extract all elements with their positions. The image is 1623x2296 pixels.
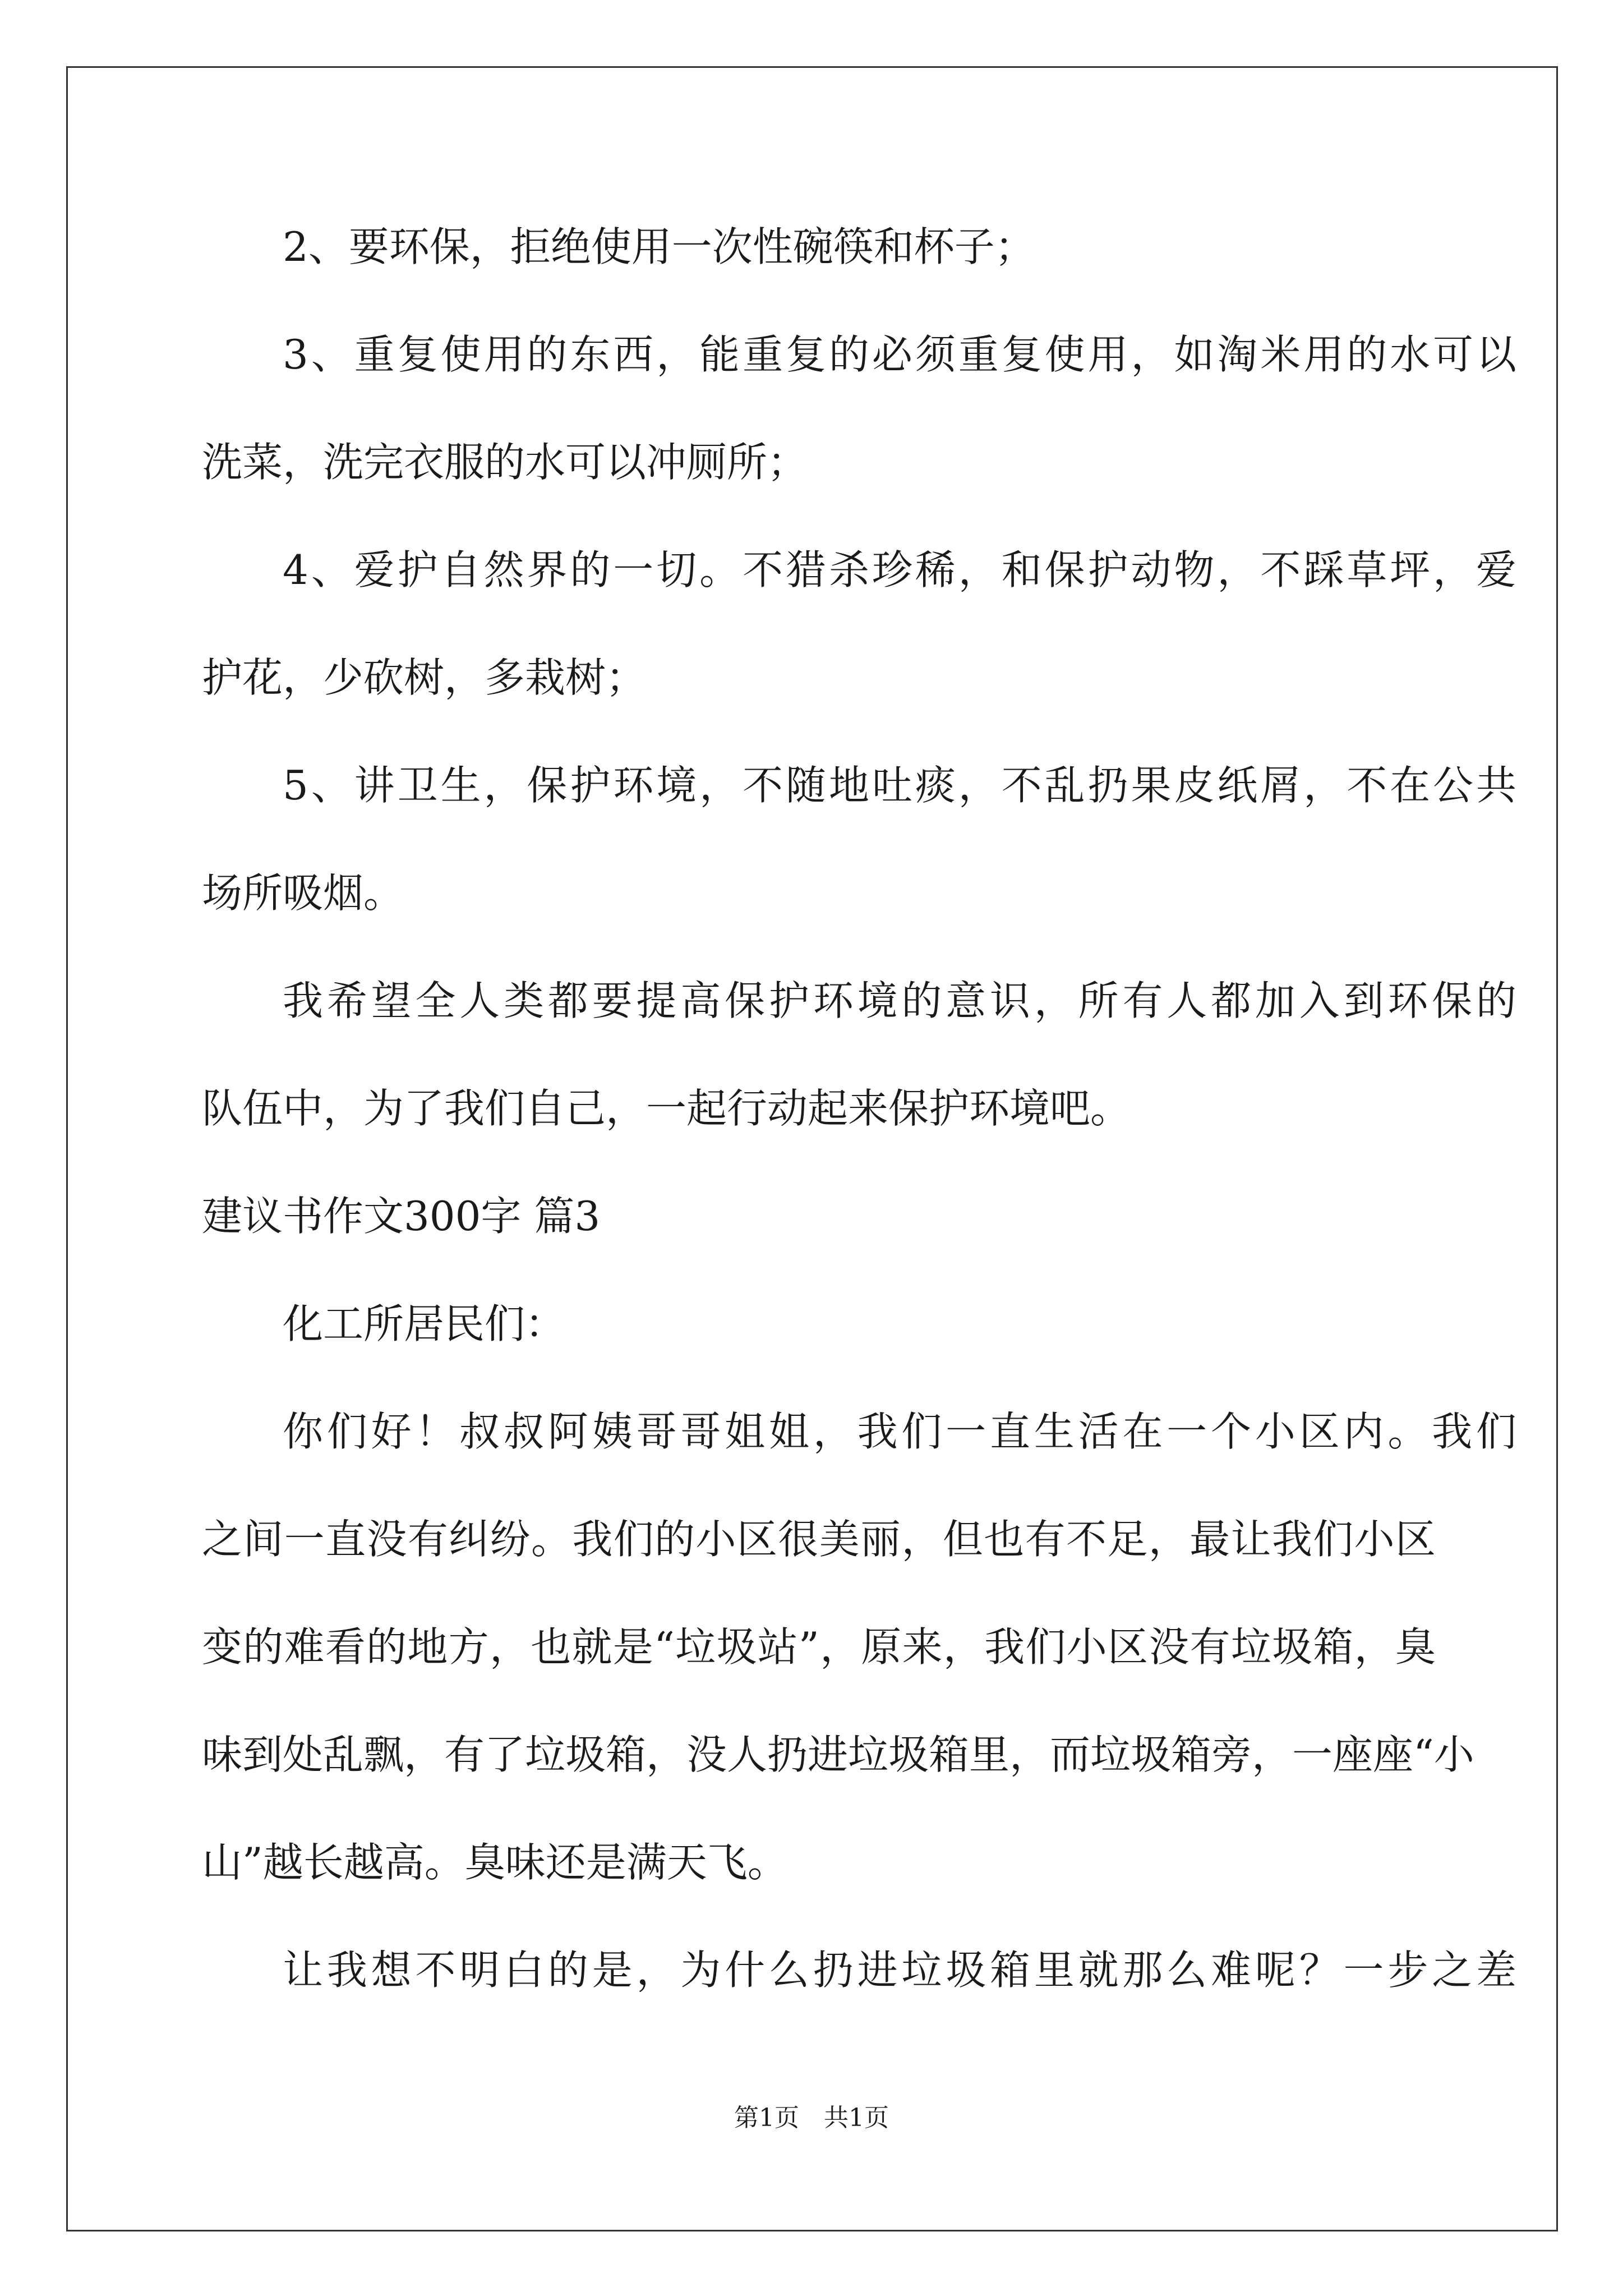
text-line: 场所吸烟。 bbox=[202, 869, 404, 917]
text-line: 3、重复使用的东西，能重复的必须重复使用，如淘米用的水可以 bbox=[283, 331, 1516, 378]
text-line: 2、要环保，拒绝使用一次性碗筷和杯子； bbox=[283, 223, 1035, 270]
text-line: 洗菜，洗完衣服的水可以冲厕所； bbox=[202, 439, 808, 486]
text-line: 4、爱护自然界的一切。不猎杀珍稀，和保护动物，不踩草坪，爱 bbox=[283, 546, 1516, 593]
text-line: 5、讲卫生，保护环境，不随地吐痰，不乱扔果皮纸屑，不在公共 bbox=[283, 762, 1516, 809]
text-line: 我希望全人类都要提高保护环境的意识，所有人都加入到环保的 bbox=[283, 977, 1516, 1024]
text-line: 你们好！叔叔阿姨哥哥姐姐，我们一直生活在一个小区内。我们 bbox=[283, 1408, 1516, 1455]
text-line: 让我想不明白的是，为什么扔进垃圾箱里就那么难呢？一步之差 bbox=[283, 1947, 1516, 1994]
page-footer: 第1页 共1页 bbox=[734, 2104, 889, 2132]
text-line: 味到处乱飘，有了垃圾箱，没人扔进垃圾箱里，而垃圾箱旁，一座座“小 bbox=[202, 1731, 1474, 1778]
page-border bbox=[66, 66, 1558, 2231]
text-line: 队伍中，为了我们自己，一起行动起来保护环境吧。 bbox=[202, 1085, 1131, 1132]
text-line: 山”越长越高。臭味还是满天飞。 bbox=[202, 1839, 788, 1886]
text-line: 变的难看的地方，也就是“垃圾站”，原来，我们小区没有垃圾箱，臭 bbox=[202, 1623, 1436, 1671]
salutation: 化工所居民们： bbox=[283, 1300, 566, 1347]
text-line: 护花，少砍树，多栽树； bbox=[202, 654, 647, 701]
text-line: 之间一直没有纠纷。我们的小区很美丽，但也有不足，最让我们小区 bbox=[202, 1516, 1436, 1563]
section-heading: 建议书作文300字 篇3 bbox=[202, 1193, 601, 1240]
